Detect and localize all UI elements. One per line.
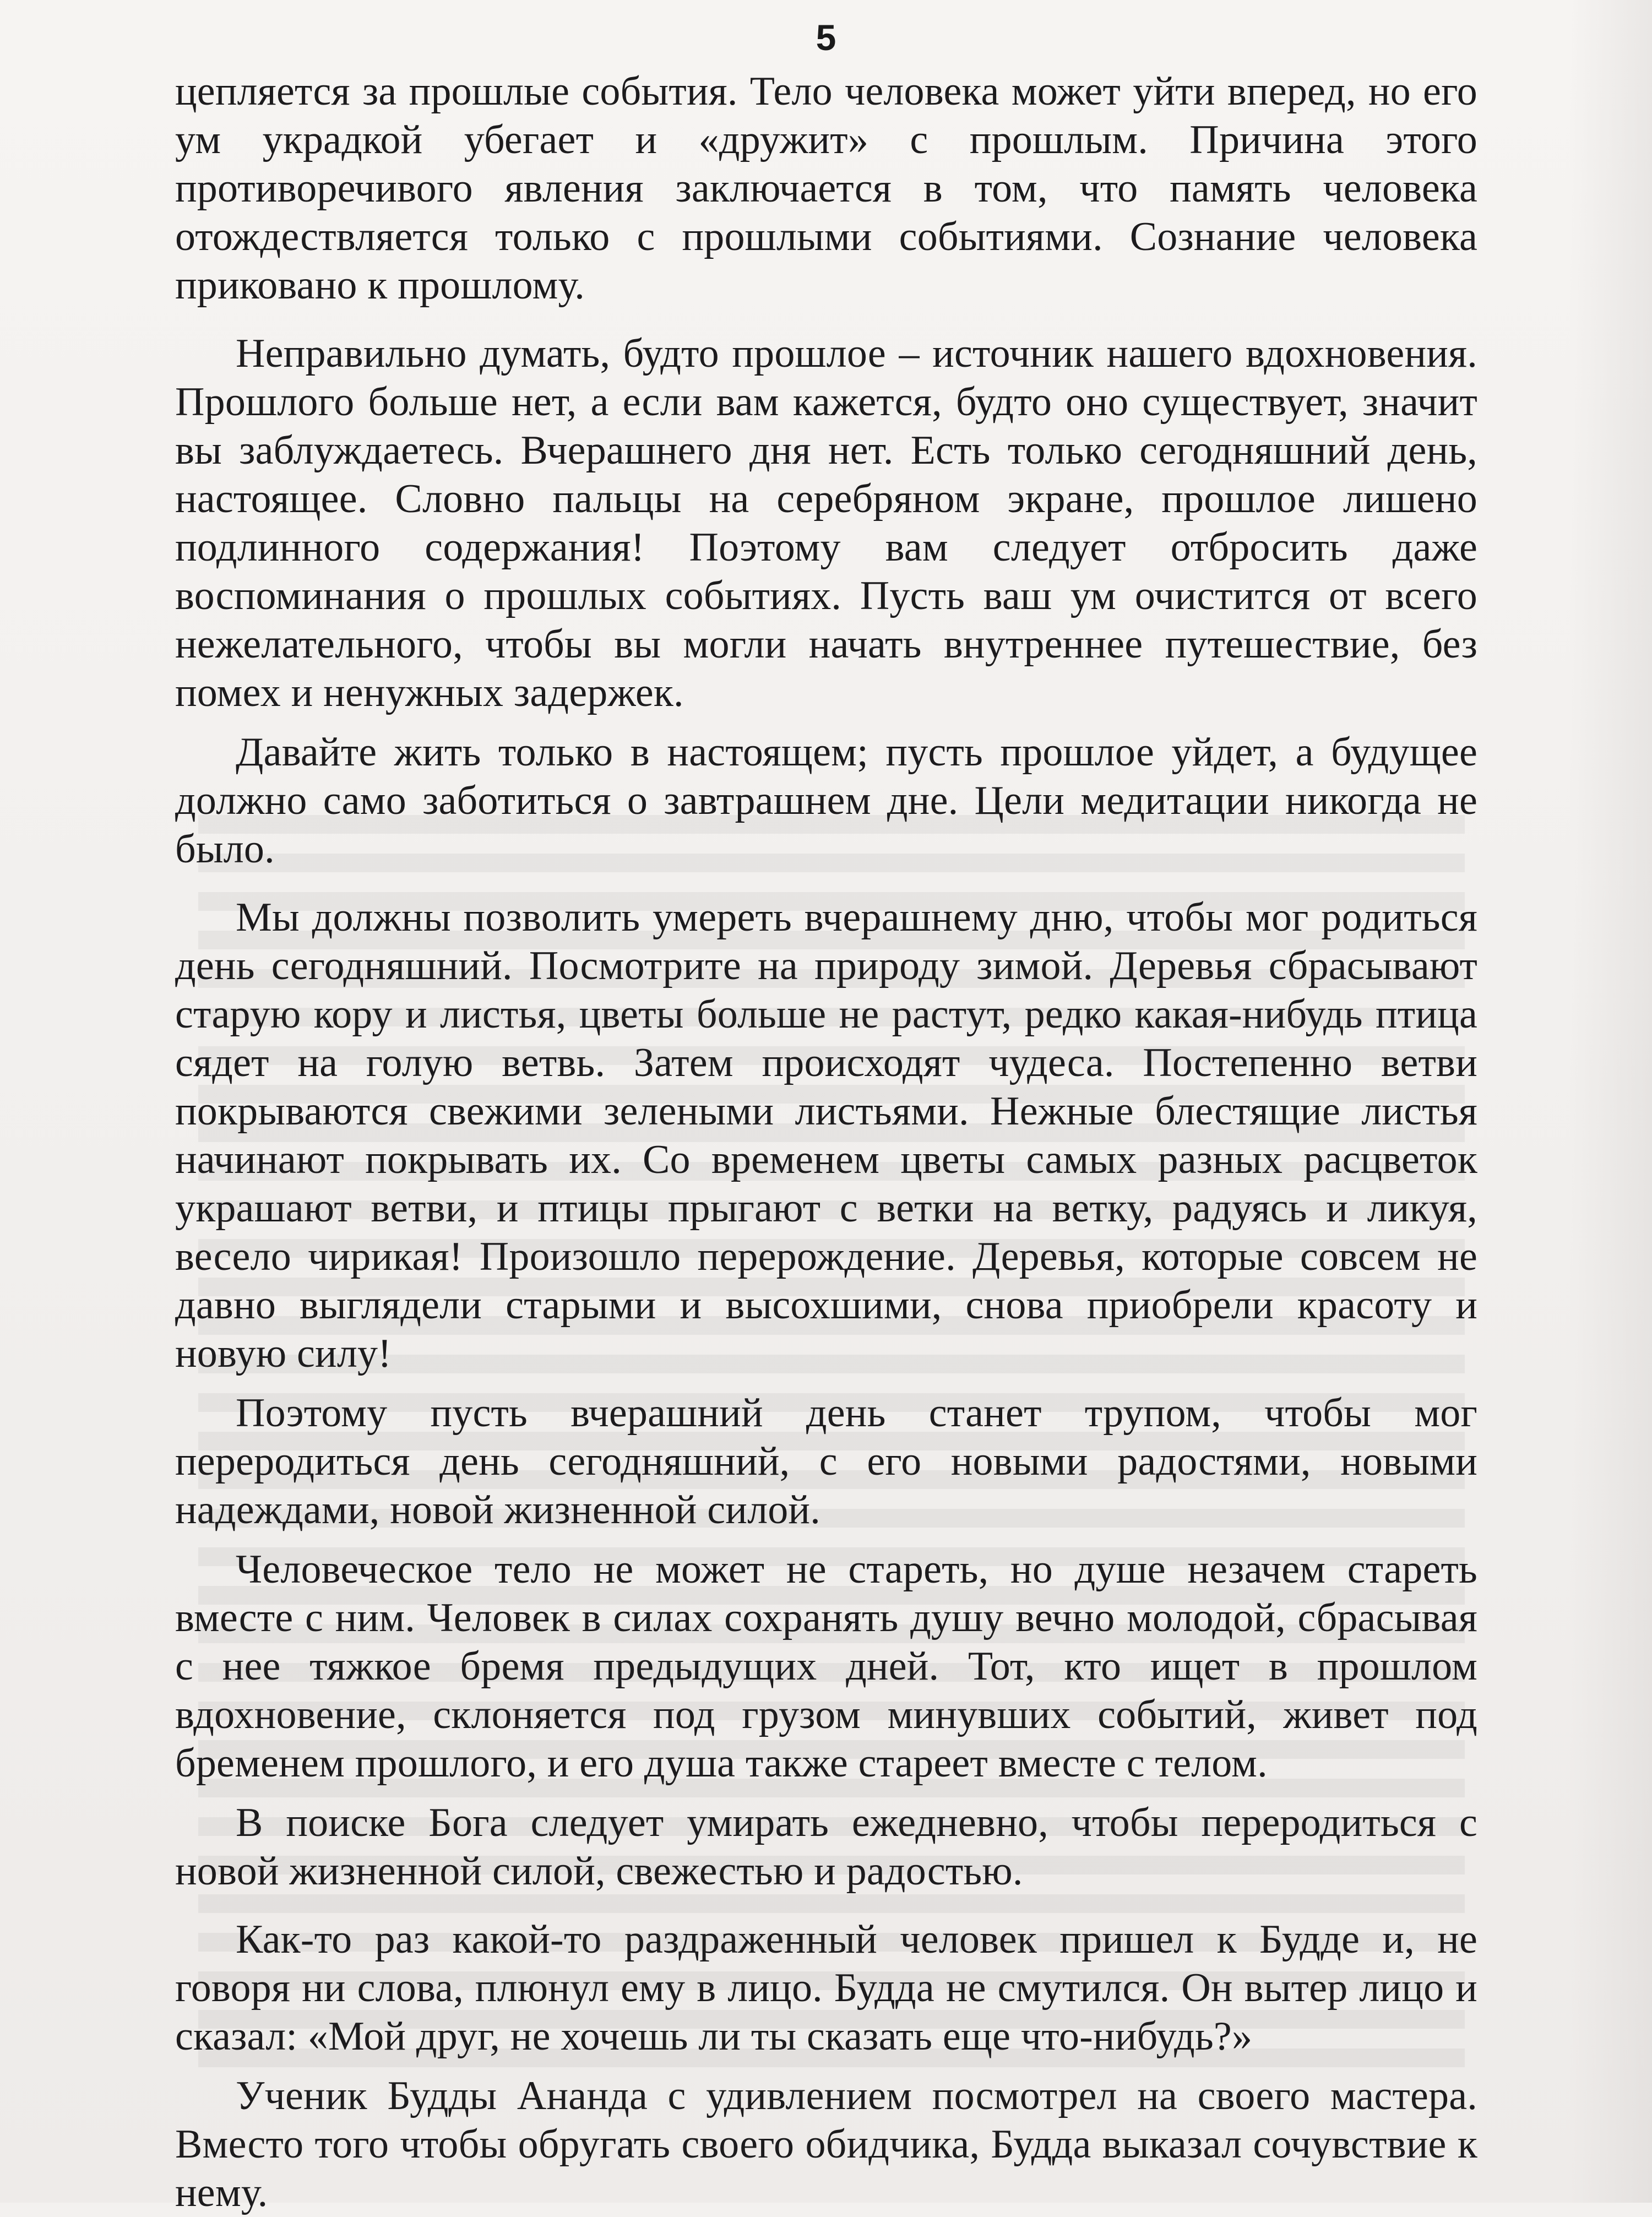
paragraph: Неправильно думать, будто прошлое – источник нашего вдохновения. Прошлого больше нет, а если вам кажется, будто оно существует, значит вы заблуждаетесь. Вчерашнего дня нет. Есть только сегодняшний день, настоящее. Словно пальцы на серебряном экране, прошлое лишено подлинного содержания! Поэтому вам следует отбросить даже воспоминания о прошлых событиях. Пусть ваш ум очистится от всего нежелательного, чтобы вы могли начать внутреннее путешествие, без помех и ненужных задержек.: [175, 331, 1477, 715]
paragraph: цепляется за прошлые события. Тело человека может уйти вперед, но его ум украдкой убегает и «дружит» с прошлым. Причина этого противоречивого явления заключается в том, что память человека отождествляется только с прошлыми событиями. Сознание человека приковано к прошлому.: [175, 69, 1477, 308]
paragraph: Человеческое тело не может не стареть, но душе незачем стареть вместе с ним. Человек в силах сохранять душу вечно молодой, сбрасывая с нее тяжкое бремя предыдущих дней. Тот, кто ищет в прошлом вдохновение, склоняется под грузом минувших событий, живет под бременем прошлого, и его душа также стареет вместе с телом.: [175, 1547, 1477, 1786]
paragraph: Давайте жить только в настоящем; пусть прошлое уйдет, а будущее должно само заботиться о завтрашнем дне. Цели медитации никогда не было.: [175, 730, 1477, 872]
paragraph: Ученик Будды Ананда с удивлением посмотрел на своего мастера. Вместо того чтобы обругать своего обидчика, Будда выказал сочувствие к нему.: [175, 2073, 1477, 2215]
paragraph: Поэтому пусть вчерашний день станет трупом, чтобы мог переродиться день сегодняшний, с его новыми радостями, новыми надеждами, новой жизненной силой.: [175, 1390, 1477, 1533]
body-text: [175, 67, 1477, 2217]
paragraph: Как-то раз какой-то раздраженный человек пришел к Будде и, не говоря ни слова, плюнул ему в лицо. Будда не смутился. Он вытер лицо и сказал: «Мой друг, не хочешь ли ты сказать еще что-нибудь?»: [175, 1917, 1477, 2059]
paragraph: Мы должны позволить умереть вчерашнему дню, чтобы мог родиться день сегодняшний. Посмотрите на природу зимой. Деревья сбрасывают старую кору и листья, цветы больше не растут, редко какая-нибудь птица сядет на голую ветвь. Затем происходят чудеса. Постепенно ветви покрываются свежими зелеными листьями. Нежные блестящие листья начинают покрывать их. Со временем цветы самых разных расцветок украшают ветви, и птицы прыгают с ветки на ветку, радуясь и ликуя, весело чирикая! Произошло перерождение. Деревья, которые совсем не давно выглядели старыми и высохшими, снова приобрели красоту и новую силу!: [175, 895, 1477, 1376]
page-number: 5: [816, 17, 836, 58]
paragraph: В поиске Бога следует умирать ежедневно, чтобы переродиться с новой жизненной силой, свежестью и радостью.: [175, 1800, 1477, 1894]
page-edge-shadow: [1569, 0, 1652, 2203]
